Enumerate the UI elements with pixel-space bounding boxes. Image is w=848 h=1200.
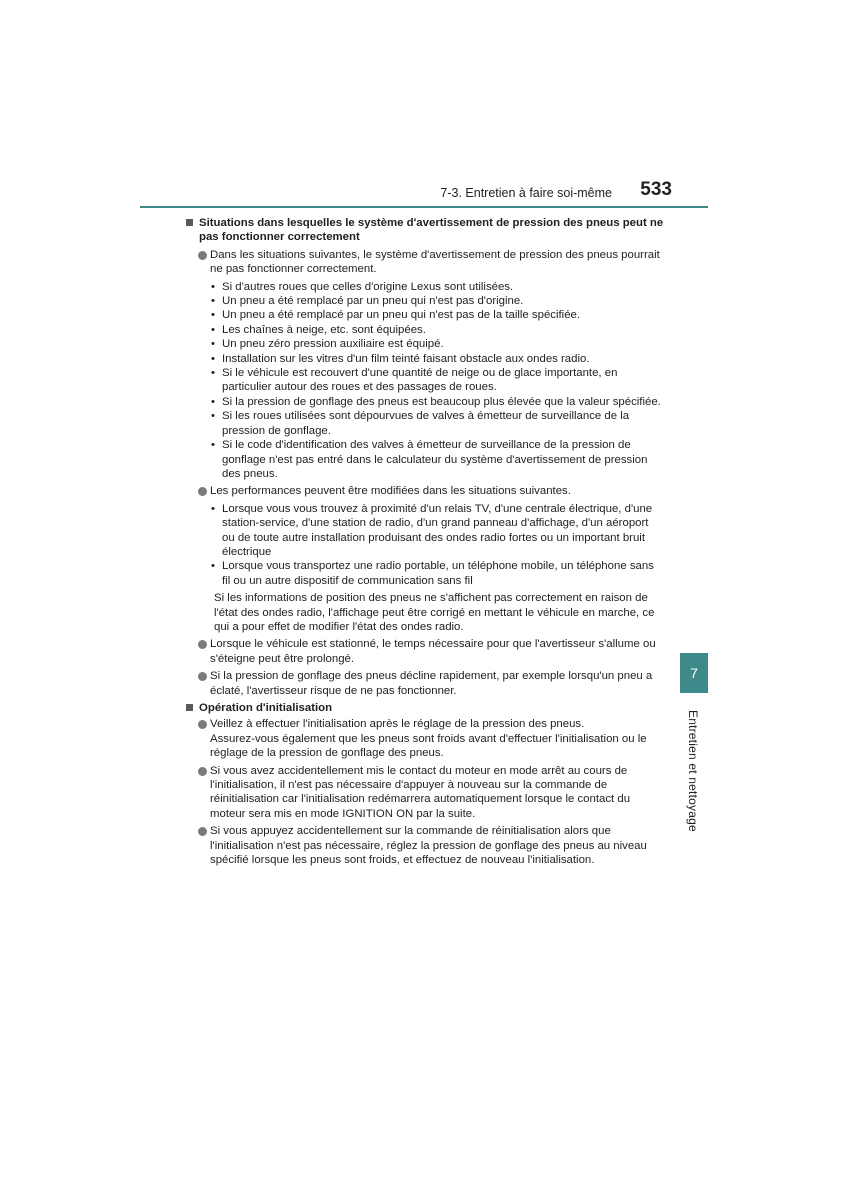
circle-bullet-icon — [198, 827, 207, 836]
list-item: • Si les roues utilisées sont dépourvues de valves à émetteur de surveillance de la pression de gonflage. — [211, 410, 630, 437]
square-bullet-icon — [186, 704, 193, 711]
heading-text: Situations dans lesquelles le système d'avertissement de pression des pneus peut ne pas fonctionner correctement — [199, 217, 664, 244]
dot-bullet-icon: • — [211, 323, 215, 336]
paragraph-text: Dans les situations suivantes, le système d'avertissement de pression des pneus pourrait ne pas fonctionner correctement. — [210, 248, 660, 276]
square-bullet-icon — [186, 219, 193, 226]
bullet-paragraph — [186, 764, 664, 822]
bullet-paragraph — [186, 669, 664, 698]
circle-bullet-icon — [198, 672, 207, 681]
section-heading — [186, 216, 664, 245]
list-item: • Lorsque vous vous trouvez à proximité d'un relais TV, d'une centrale électrique, d'une station-service, d'une station de radio, d'un grand panneau d'affichage, d'un aéroport ou de toute autre installation produisant des ondes radio fortes ou un important bruit électrique — [211, 502, 653, 558]
paragraph-text: Lorsque le véhicule est stationné, le temps nécessaire pour que l'avertisseur s'allume ou s'éteigne peut être prolongé. — [210, 638, 656, 665]
list-item: • Si le véhicule est recouvert d'une quantité de neige ou de glace importante, en particulier autour des roues et des passages de roues. — [211, 367, 618, 394]
list-item: • Un pneu a été remplacé par un pneu qui n'est pas de la taille spécifiée. — [211, 309, 581, 322]
circle-bullet-icon — [198, 251, 207, 260]
heading-text: Opération d'initialisation — [199, 702, 333, 714]
chapter-tab: 7 — [680, 653, 708, 693]
list-item: • Si le code d'identification des valves à émetteur de surveillance de la pression de gonflage n'est pas entré dans le calculateur du système d'avertissement de pression des pneus. — [211, 439, 648, 480]
dot-bullet-icon: • — [211, 395, 215, 408]
bullet-paragraph — [186, 248, 664, 277]
list-item: • Un pneu a été remplacé par un pneu qui n'est pas d'origine. — [211, 295, 524, 308]
dot-bullet-icon: • — [211, 367, 215, 380]
bullet-paragraph — [186, 484, 664, 498]
dot-bullet-icon: • — [211, 338, 215, 351]
page-content — [186, 216, 664, 870]
paragraph-text: Si vous avez accidentellement mis le contact du moteur en mode arrêt au cours de l'initialisation, il n'est pas nécessaire d'appuyer à nouveau sur la commande de réinitialisation car l'initialisation redémarrera automatiquement lorsque le contact du moteur sera mis en mode IGNITION ON par la suite. — [210, 764, 631, 820]
page-header — [140, 176, 708, 208]
section-heading — [186, 701, 664, 715]
bullet-paragraph — [186, 824, 664, 867]
dot-bullet-icon: • — [211, 352, 215, 365]
section-title: 7-3. Entretien à faire soi-même — [440, 186, 612, 200]
dot-bullet-icon: • — [211, 439, 215, 452]
list-item: • Si la pression de gonflage des pneus est beaucoup plus élevée que la valeur spécifiée. — [211, 395, 661, 408]
dot-bullet-icon: • — [211, 295, 215, 308]
dot-bullet-icon: • — [211, 280, 215, 293]
paragraph-text: Assurez-vous également que les pneus sont froids avant d'effectuer l'initialisation ou le réglage de la pression de gonflage des pneus. — [210, 732, 647, 760]
list-item: • Si d'autres roues que celles d'origine Lexus sont utilisées. — [211, 280, 514, 293]
dot-bullet-icon: • — [211, 309, 215, 322]
circle-bullet-icon — [198, 487, 207, 496]
circle-bullet-icon — [198, 640, 207, 649]
paragraph-text: Veillez à effectuer l'initialisation après le réglage de la pression des pneus. — [210, 718, 585, 731]
paragraph-text: Les performances peuvent être modifiées dans les situations suivantes. — [210, 485, 571, 498]
dot-bullet-icon: • — [211, 560, 215, 573]
bullet-paragraph — [186, 637, 664, 666]
circle-bullet-icon — [198, 767, 207, 776]
circle-bullet-icon — [198, 720, 207, 729]
dot-bullet-icon: • — [211, 502, 215, 515]
note-paragraph: Si les informations de position des pneus ne s'affichent pas correctement en raison de l'état des ondes radio, l'affichage peut être corrigé en mettant le véhicule en marche, ce qui a pour effet de modifier l'état des ondes radio. — [214, 592, 655, 633]
paragraph-text: Si vous appuyez accidentellement sur la commande de réinitialisation alors que l'initialisation n'est pas nécessaire, réglez la pression de gonflage des pneus au niveau spécifié lorsque les pneus sont froids, et effectuez de nouveau l'initialisation. — [210, 825, 647, 867]
list-item: • Lorsque vous transportez une radio portable, un téléphone mobile, un téléphone sans fil ou un autre dispositif de communication sans fil — [211, 560, 654, 587]
paragraph-text: Si la pression de gonflage des pneus décline rapidement, par exemple lorsqu'un pneu a éclaté, l'avertisseur risque de ne pas fonctionner. — [210, 670, 653, 697]
chapter-title: Entretien et nettoyage — [686, 710, 700, 832]
list-item: • Un pneu zéro pression auxiliaire est équipé. — [211, 338, 444, 351]
list-item: • Installation sur les vitres d'un film teinté faisant obstacle aux ondes radio. — [211, 352, 590, 365]
page-number: 533 — [640, 179, 672, 200]
bullet-paragraph — [186, 717, 664, 760]
list-item: • Les chaînes à neige, etc. sont équipées. — [211, 323, 426, 336]
dot-bullet-icon: • — [211, 410, 215, 423]
